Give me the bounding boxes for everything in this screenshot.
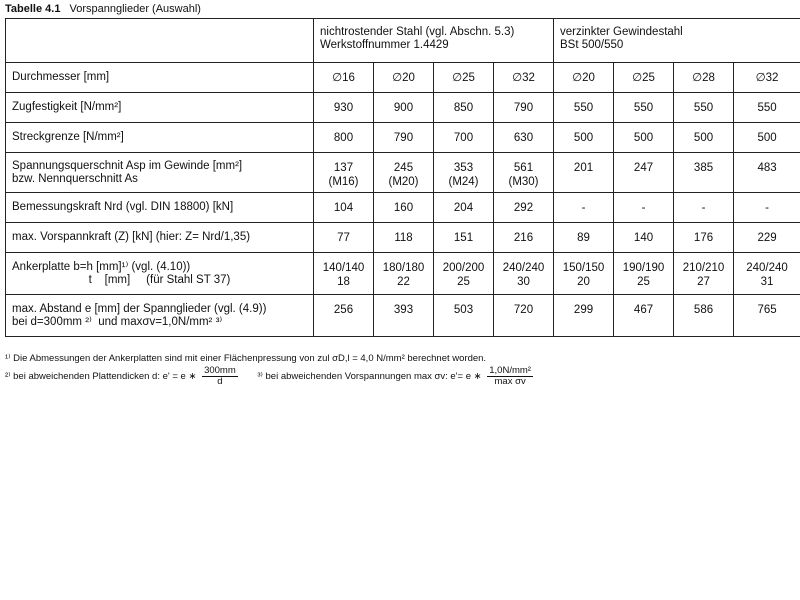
group-header-stainless bbox=[314, 19, 554, 63]
cell-value: 800 bbox=[333, 132, 354, 144]
cell-value: 210/210 bbox=[682, 262, 725, 274]
fraction-denominator: d bbox=[217, 376, 223, 387]
cell-subvalue: 25 bbox=[637, 276, 650, 288]
value-cell bbox=[554, 253, 614, 295]
group-line: nichtrostender Stahl (vgl. Abschn. 5.3) bbox=[320, 26, 515, 38]
cell-subvalue: 22 bbox=[397, 276, 410, 288]
cell-value: ∅16 bbox=[332, 71, 355, 84]
value-cell bbox=[554, 153, 614, 193]
value-cell bbox=[554, 123, 614, 153]
cell-value: 151 bbox=[453, 232, 474, 244]
row-label-line: Zugfestigkeit [N/mm²] bbox=[12, 101, 122, 113]
footnote-2-3 bbox=[5, 366, 536, 387]
value-cell bbox=[614, 153, 674, 193]
cell-value: - bbox=[765, 202, 769, 214]
value-cell bbox=[494, 123, 554, 153]
value-cell bbox=[374, 123, 434, 153]
cell-value: 900 bbox=[393, 102, 414, 114]
cell-subvalue: 18 bbox=[337, 276, 350, 288]
cell-value: 353 bbox=[453, 162, 474, 174]
cell-subvalue: 20 bbox=[577, 276, 590, 288]
value-cell bbox=[434, 253, 494, 295]
cell-value: 765 bbox=[757, 304, 777, 316]
cell-subvalue: (M20) bbox=[388, 176, 419, 188]
row-label bbox=[6, 63, 314, 93]
table-number: Tabelle 4.1 bbox=[5, 3, 61, 15]
cell-value: 500 bbox=[633, 132, 654, 144]
cell-value: 550 bbox=[757, 102, 777, 114]
row-label bbox=[6, 193, 314, 223]
row-label-line: Bemessungskraft Nrd (vgl. DIN 18800) [kN] bbox=[12, 201, 234, 213]
cell-value: - bbox=[641, 202, 646, 214]
cell-value: 190/190 bbox=[622, 262, 665, 274]
table-title: Vorspannglieder (Auswahl) bbox=[69, 3, 201, 15]
value-cell bbox=[674, 153, 734, 193]
table-row bbox=[6, 295, 800, 337]
value-cell bbox=[434, 153, 494, 193]
cell-value: 550 bbox=[693, 102, 714, 114]
value-cell bbox=[494, 93, 554, 123]
value-cell bbox=[734, 153, 800, 193]
cell-value: 247 bbox=[633, 162, 654, 174]
cell-value: 850 bbox=[453, 102, 474, 114]
value-cell bbox=[374, 295, 434, 337]
group-line: BSt 500/550 bbox=[560, 39, 624, 51]
value-cell bbox=[494, 253, 554, 295]
row-label bbox=[6, 123, 314, 153]
cell-value: ∅32 bbox=[755, 71, 779, 84]
group-line: Werkstoffnummer 1.4429 bbox=[320, 39, 449, 51]
row-label-line: max. Abstand e [mm] der Spannglieder (vgl. (4.9)) bbox=[12, 302, 267, 315]
table-row bbox=[6, 63, 800, 93]
cell-value: 700 bbox=[453, 132, 474, 144]
cell-value: 500 bbox=[757, 132, 777, 144]
value-cell bbox=[674, 123, 734, 153]
group-header-row bbox=[6, 19, 800, 63]
group-line: verzinkter Gewindestahl bbox=[560, 26, 683, 38]
value-cell bbox=[434, 295, 494, 337]
value-cell bbox=[314, 295, 374, 337]
cell-value: 393 bbox=[393, 304, 414, 316]
table-row bbox=[6, 153, 800, 193]
table-row bbox=[6, 93, 800, 123]
cell-value: 720 bbox=[513, 304, 534, 316]
fraction-stress bbox=[487, 366, 533, 387]
value-cell bbox=[314, 63, 374, 93]
value-cell bbox=[614, 93, 674, 123]
cell-value: - bbox=[701, 202, 706, 214]
cell-subvalue: (M30) bbox=[508, 176, 539, 188]
row-label bbox=[6, 93, 314, 123]
value-cell bbox=[374, 223, 434, 253]
cell-value: 790 bbox=[393, 132, 414, 144]
cell-value: 385 bbox=[693, 162, 714, 174]
cell-value: 204 bbox=[453, 202, 474, 214]
value-cell bbox=[734, 193, 800, 223]
row-label-line: t [mm] (für Stahl ST 37) bbox=[12, 273, 231, 286]
header-empty-cell bbox=[6, 19, 314, 63]
cell-value: 500 bbox=[573, 132, 594, 144]
row-label bbox=[6, 295, 314, 337]
cell-value: 299 bbox=[573, 304, 594, 316]
value-cell bbox=[674, 253, 734, 295]
cell-value: ∅20 bbox=[572, 71, 595, 84]
value-cell bbox=[374, 193, 434, 223]
cell-value: ∅32 bbox=[512, 71, 535, 84]
table-row bbox=[6, 253, 800, 295]
value-cell bbox=[734, 253, 800, 295]
value-cell bbox=[614, 193, 674, 223]
cell-value: - bbox=[581, 202, 586, 214]
footnote-3-text: ³⁾ bei abweichenden Vorspannungen max σv: e'= e ∗ bbox=[257, 371, 482, 383]
value-cell bbox=[494, 193, 554, 223]
prestress-table bbox=[5, 18, 800, 337]
cell-subvalue: 27 bbox=[697, 276, 710, 288]
value-cell bbox=[314, 123, 374, 153]
cell-subvalue: (M24) bbox=[448, 176, 479, 188]
cell-value: ∅28 bbox=[692, 71, 715, 84]
value-cell bbox=[314, 193, 374, 223]
cell-value: 561 bbox=[513, 162, 534, 174]
value-cell bbox=[554, 193, 614, 223]
value-cell bbox=[734, 295, 800, 337]
value-cell bbox=[674, 193, 734, 223]
cell-value: 150/150 bbox=[562, 262, 605, 274]
value-cell bbox=[434, 193, 494, 223]
cell-value: 240/240 bbox=[746, 262, 788, 274]
value-cell bbox=[374, 63, 434, 93]
row-label-line: Ankerplatte b=h [mm]¹⁾ (vgl. (4.10)) bbox=[12, 260, 191, 273]
value-cell bbox=[614, 223, 674, 253]
value-cell bbox=[374, 253, 434, 295]
cell-value: ∅25 bbox=[632, 71, 655, 84]
cell-value: 140/140 bbox=[322, 262, 365, 274]
cell-value: 256 bbox=[333, 304, 354, 316]
cell-subvalue: 30 bbox=[517, 276, 530, 288]
cell-value: 240/240 bbox=[502, 262, 545, 274]
value-cell bbox=[434, 93, 494, 123]
value-cell bbox=[494, 223, 554, 253]
cell-value: 586 bbox=[693, 304, 714, 316]
cell-value: 790 bbox=[513, 102, 534, 114]
cell-value: ∅25 bbox=[452, 71, 475, 84]
cell-value: 483 bbox=[757, 162, 777, 174]
value-cell bbox=[494, 153, 554, 193]
cell-value: 930 bbox=[333, 102, 354, 114]
cell-value: 160 bbox=[393, 202, 414, 214]
cell-value: 104 bbox=[333, 202, 354, 214]
value-cell bbox=[614, 63, 674, 93]
cell-value: 77 bbox=[337, 232, 350, 244]
cell-value: 503 bbox=[453, 304, 474, 316]
cell-value: 292 bbox=[513, 202, 534, 214]
cell-value: 245 bbox=[393, 162, 414, 174]
value-cell bbox=[554, 223, 614, 253]
value-cell bbox=[554, 93, 614, 123]
table-row bbox=[6, 123, 800, 153]
cell-value: 550 bbox=[633, 102, 654, 114]
value-cell bbox=[734, 93, 800, 123]
cell-value: 500 bbox=[693, 132, 714, 144]
value-cell bbox=[734, 63, 800, 93]
cell-value: 200/200 bbox=[442, 262, 485, 274]
row-label-line: bzw. Nennquerschnitt As bbox=[12, 172, 138, 185]
value-cell bbox=[734, 123, 800, 153]
cell-subvalue: 31 bbox=[760, 276, 774, 288]
value-cell bbox=[374, 153, 434, 193]
row-label-line: max. Vorspannkraft (Z) [kN] (hier: Z= Nrd/1,35) bbox=[12, 231, 251, 243]
table-row bbox=[6, 223, 800, 253]
cell-value: ∅20 bbox=[392, 71, 415, 84]
row-label-line: Durchmesser [mm] bbox=[12, 71, 110, 83]
cell-value: 89 bbox=[577, 232, 590, 244]
value-cell bbox=[674, 63, 734, 93]
cell-value: 140 bbox=[633, 232, 654, 244]
fraction-numerator: 1,0N/mm² bbox=[489, 365, 531, 376]
row-label bbox=[6, 153, 314, 193]
value-cell bbox=[674, 295, 734, 337]
value-cell bbox=[614, 253, 674, 295]
group-header-galvanized bbox=[554, 19, 800, 63]
cell-value: 216 bbox=[513, 232, 534, 244]
value-cell bbox=[314, 153, 374, 193]
value-cell bbox=[314, 223, 374, 253]
value-cell bbox=[374, 93, 434, 123]
fraction-plate bbox=[202, 366, 238, 387]
cell-value: 229 bbox=[757, 232, 777, 244]
fraction-numerator: 300mm bbox=[204, 365, 236, 376]
cell-value: 180/180 bbox=[382, 262, 425, 274]
cell-value: 550 bbox=[573, 102, 594, 114]
value-cell bbox=[434, 123, 494, 153]
value-cell bbox=[674, 223, 734, 253]
value-cell bbox=[614, 295, 674, 337]
cell-value: 176 bbox=[693, 232, 714, 244]
value-cell bbox=[554, 63, 614, 93]
value-cell bbox=[734, 223, 800, 253]
row-label-line: Streckgrenze [N/mm²] bbox=[12, 131, 124, 143]
cell-subvalue: (M16) bbox=[328, 176, 359, 188]
cell-value: 118 bbox=[394, 232, 413, 244]
cell-value: 467 bbox=[633, 304, 654, 316]
footnote-2-text: ²⁾ bei abweichenden Plattendicken d: e' = e ∗ bbox=[5, 371, 197, 383]
row-label-line: Spannungsquerschnit Asp im Gewinde [mm²] bbox=[12, 159, 243, 172]
cell-value: 630 bbox=[513, 132, 534, 144]
value-cell bbox=[434, 223, 494, 253]
row-label bbox=[6, 253, 314, 295]
value-cell bbox=[674, 93, 734, 123]
fraction-denominator: max σv bbox=[494, 376, 526, 387]
value-cell bbox=[434, 63, 494, 93]
cell-value: 201 bbox=[573, 162, 594, 174]
table-caption bbox=[5, 3, 201, 15]
value-cell bbox=[494, 63, 554, 93]
value-cell bbox=[314, 93, 374, 123]
row-label bbox=[6, 223, 314, 253]
value-cell bbox=[314, 253, 374, 295]
value-cell bbox=[554, 295, 614, 337]
cell-subvalue: 25 bbox=[457, 276, 470, 288]
table-row bbox=[6, 193, 800, 223]
value-cell bbox=[494, 295, 554, 337]
footnotes bbox=[5, 352, 536, 387]
cell-value: 137 bbox=[333, 162, 354, 174]
row-label-line: bei d=300mm ²⁾ und maxσv=1,0N/mm² ³⁾ bbox=[12, 315, 223, 328]
footnote-1: ¹⁾ Die Abmessungen der Ankerplatten sind mit einer Flächenpressung von zul σD,l = 4,0 N/mm² berechnet worden. bbox=[5, 353, 487, 364]
value-cell bbox=[614, 123, 674, 153]
